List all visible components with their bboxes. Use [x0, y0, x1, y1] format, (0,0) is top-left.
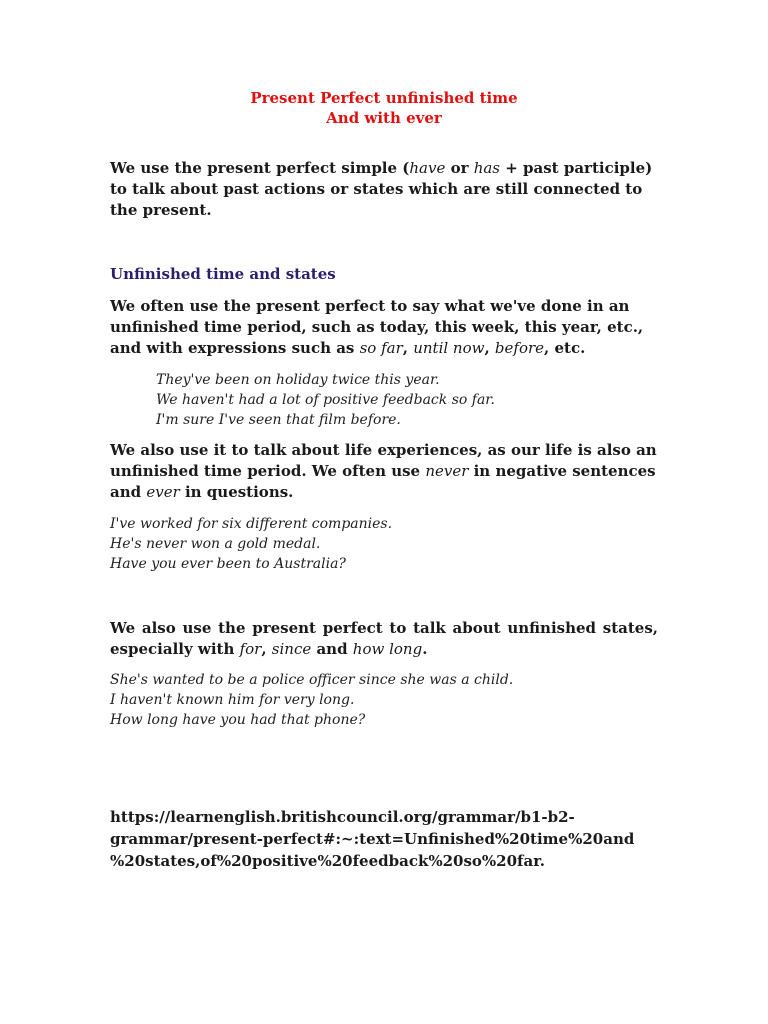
examples-block-1: [156, 370, 495, 430]
example-line: I haven't known him for very long.: [110, 692, 355, 708]
example-line: I'm sure I've seen that film before.: [156, 412, 401, 428]
example-line: They've been on holiday twice this year.: [156, 372, 440, 388]
intro-paragraph: [110, 158, 660, 221]
section-heading: Unfinished time and states: [110, 265, 336, 283]
source-url[interactable]: [110, 806, 670, 872]
source-url-line-2: grammar/present-perfect#:~:text=Unfinished%20time%20and: [110, 830, 635, 848]
para1-text-1: We often use the present perfect to say what we've done in an unfinished time period, such as today, this week, this year, etc., and with expressions such as: [110, 297, 644, 357]
para2-ever: ever: [146, 483, 180, 501]
examples-block-3: [110, 670, 513, 730]
para2-text-3: in questions.: [179, 483, 294, 501]
example-line: I've worked for six different companies.: [110, 516, 393, 532]
examples-block-2: [110, 514, 392, 574]
example-line: We haven't had a lot of positive feedback so far.: [156, 392, 495, 408]
paragraph-unfinished-states: [110, 618, 658, 660]
para2-never: never: [425, 462, 469, 480]
para2-text-1: We also use it to talk about life experiences, as our life is also an unfinished time period. We often use: [110, 441, 657, 480]
para3-how-long: how long: [352, 640, 423, 658]
source-url-line-1: https://learnenglish.britishcouncil.org/grammar/b1-b2-: [110, 808, 575, 826]
paragraph-unfinished-time: [110, 296, 660, 359]
para1-text-2: , etc.: [544, 339, 586, 357]
para3-text-1: We also use the present perfect to talk about unfinished states, especially with: [110, 619, 658, 658]
para3-since: since: [271, 640, 312, 658]
para1-so-far: so far: [359, 339, 403, 357]
title-line-1: Present Perfect unfinished time: [250, 89, 518, 107]
para3-text-3: .: [422, 640, 428, 658]
source-url-line-3: %20states,of%20positive%20feedback%20so%20far.: [110, 852, 545, 870]
para3-sep-1: ,: [261, 640, 272, 658]
intro-text-1: We use the present perfect simple (: [110, 159, 410, 177]
document-title: [0, 88, 768, 128]
example-line: How long have you had that phone?: [110, 712, 366, 728]
para1-until-now: until now: [413, 339, 485, 357]
para3-text-2: and: [311, 640, 353, 658]
paragraph-life-experiences: [110, 440, 660, 503]
title-line-2: And with ever: [326, 109, 442, 127]
example-line: He's never won a gold medal.: [110, 536, 321, 552]
para1-before: before: [494, 339, 545, 357]
intro-have: have: [409, 159, 446, 177]
para1-sep-2: ,: [484, 339, 495, 357]
intro-has: has: [473, 159, 501, 177]
para3-for: for: [239, 640, 262, 658]
example-line: Have you ever been to Australia?: [110, 556, 346, 572]
intro-text-2: or: [445, 159, 474, 177]
para2-text-2: in negative sentences and: [110, 462, 656, 501]
intro-text-3: + past participle) to talk about past actions or states which are still connected to the present.: [110, 159, 653, 219]
para1-sep-1: ,: [402, 339, 414, 357]
example-line: She's wanted to be a police officer since she was a child.: [110, 672, 514, 688]
